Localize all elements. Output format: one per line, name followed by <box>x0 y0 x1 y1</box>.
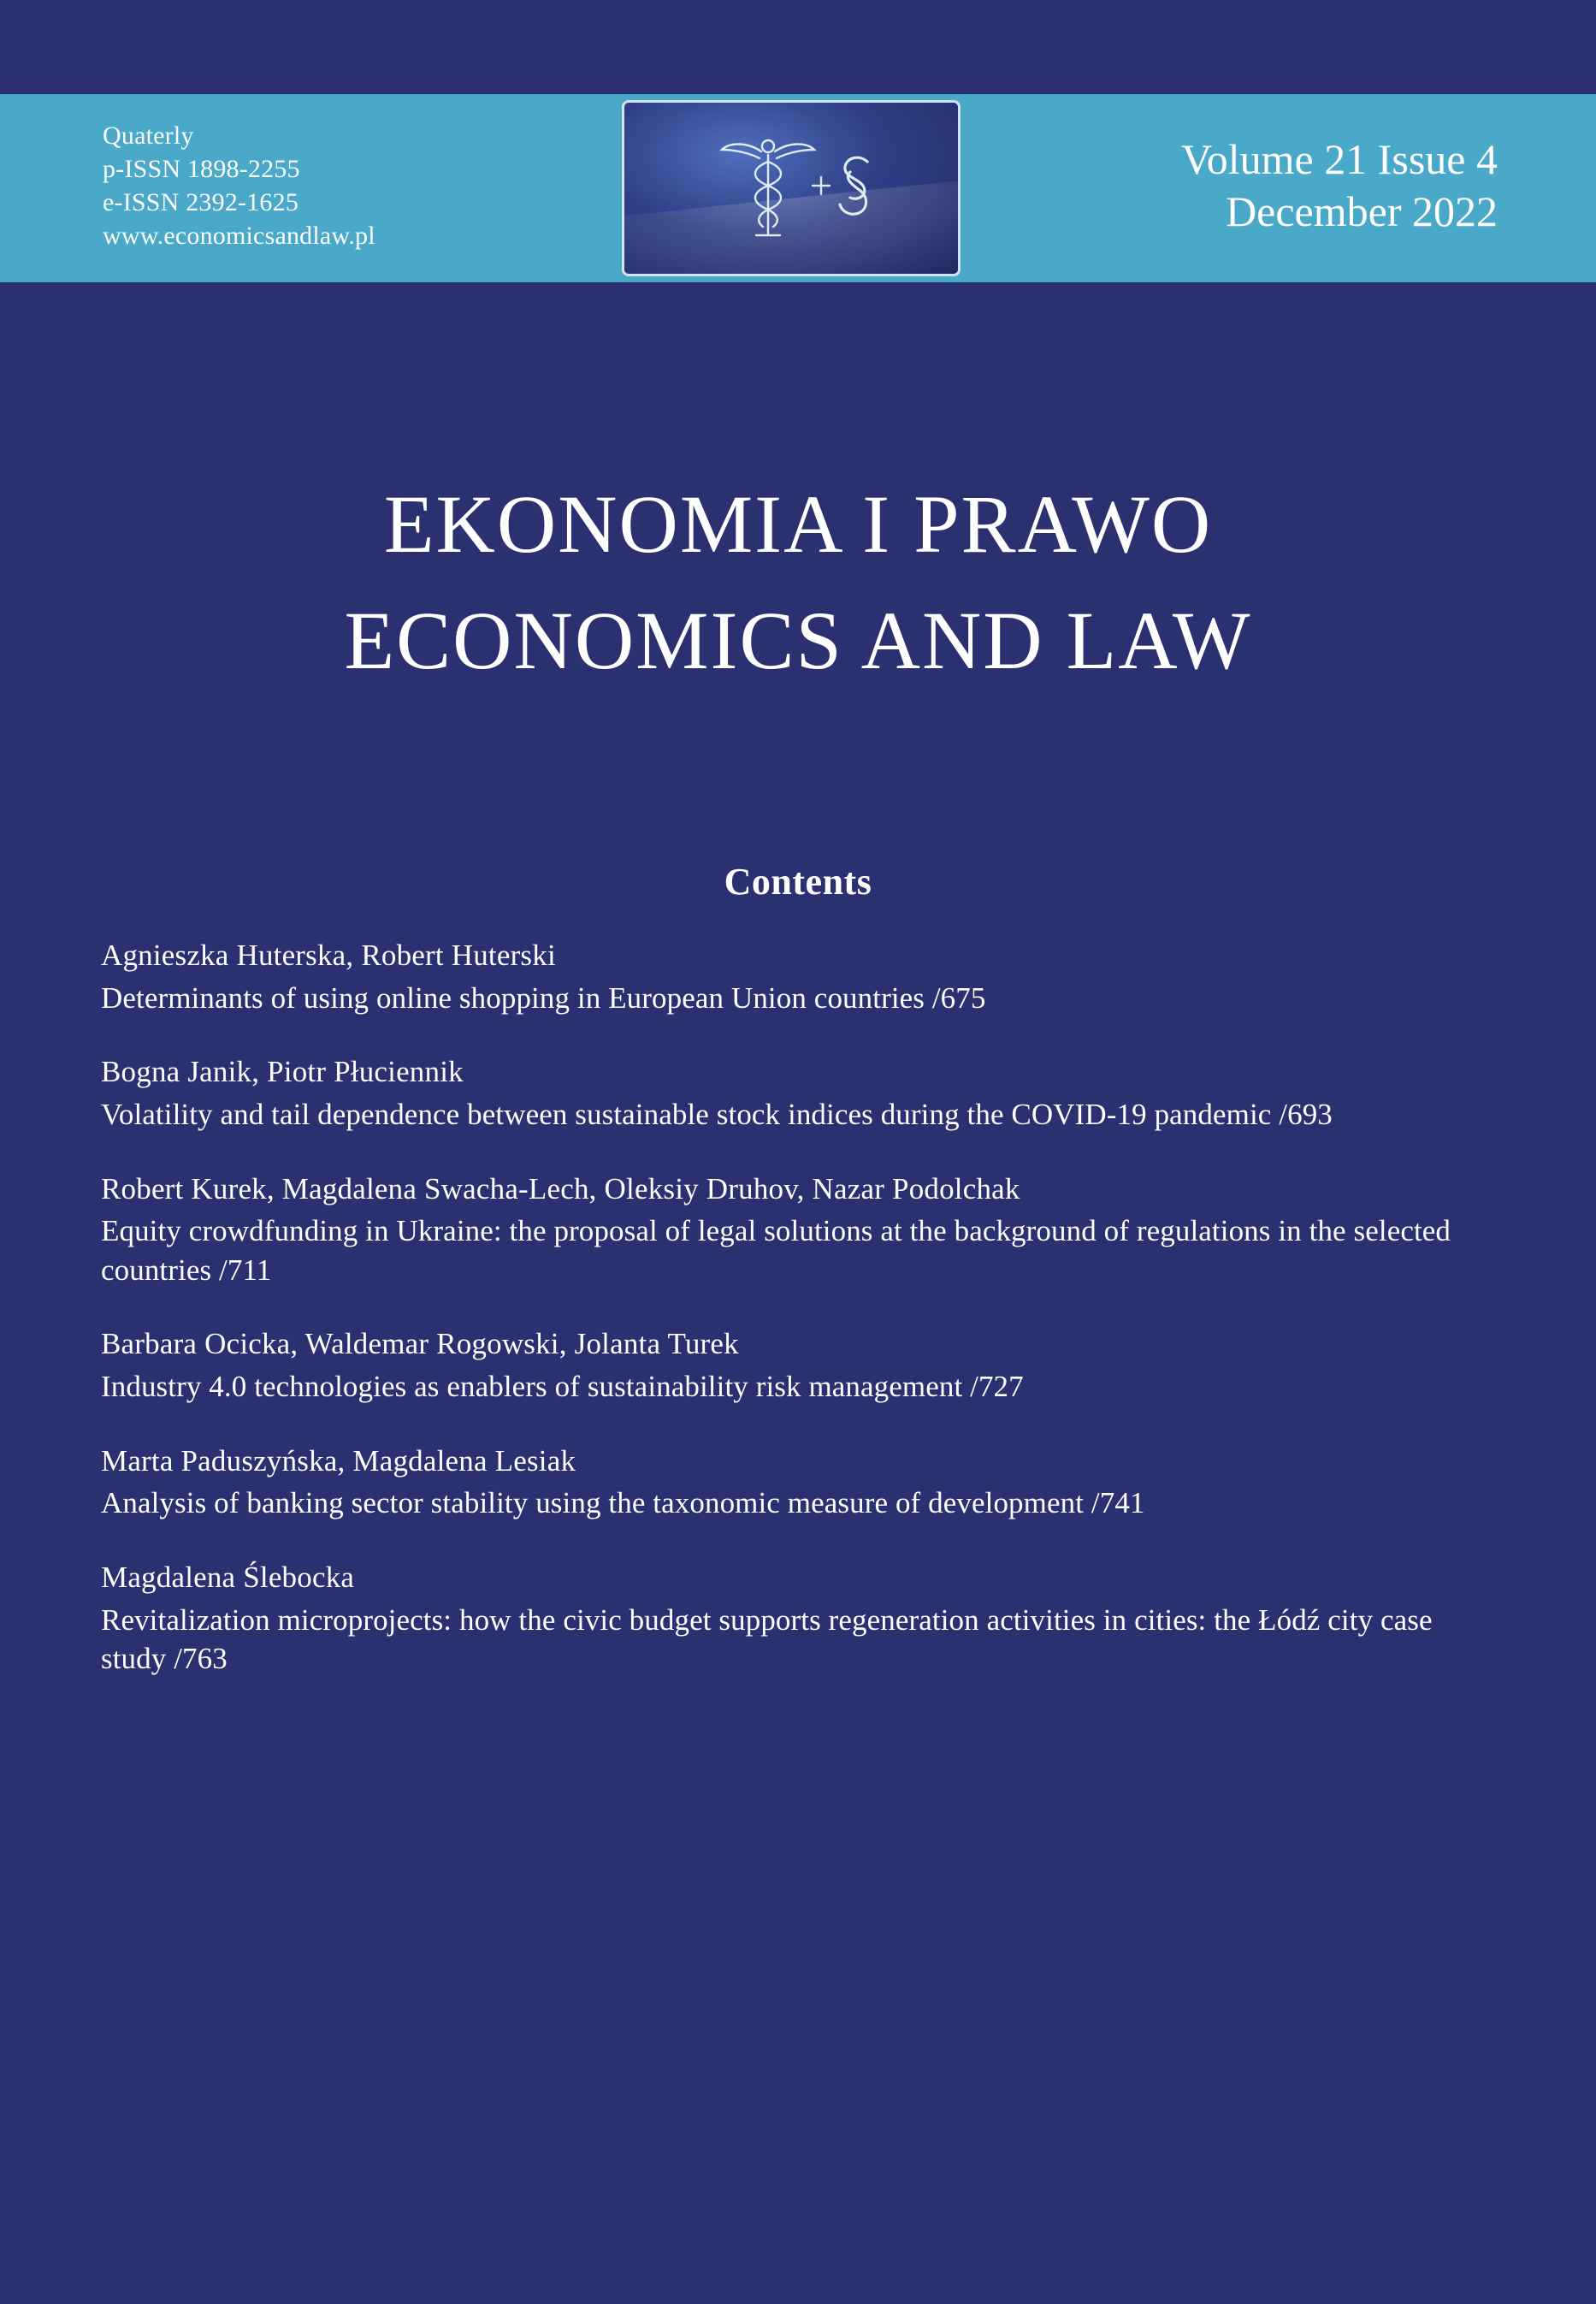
toc-entry-title: Analysis of banking sector stability using the taxonomic measure of development /741 <box>101 1486 1145 1520</box>
publication-frequency: Quaterly <box>103 121 194 150</box>
toc-entry-authors: Barbara Ocicka, Waldemar Rogowski, Jolanta Turek <box>101 1327 739 1361</box>
volume-issue-label: Volume 21 Issue 4 <box>1181 135 1498 183</box>
toc-entry-authors: Bogna Janik, Piotr Płuciennik <box>101 1055 464 1089</box>
journal-identifiers <box>51 119 375 258</box>
toc-entry-authors: Agnieszka Huterska, Robert Huterski <box>101 939 556 972</box>
toc-entry-title: Volatility and tail dependence between sustainable stock indices during the COVID-19 pandemic /693 <box>101 1098 1333 1132</box>
toc-entry-authors: Marta Paduszyńska, Magdalena Lesiak <box>101 1443 576 1478</box>
journal-logo <box>622 100 961 276</box>
toc-entry <box>101 1442 1546 1523</box>
toc-entry <box>101 937 1546 1017</box>
toc-entry-title: Determinants of using online shopping in European Union countries /675 <box>101 980 986 1015</box>
toc-entry-authors: Robert Kurek, Magdalena Swacha-Lech, Oleksiy Druhov, Nazar Podolchak <box>101 1171 1020 1205</box>
journal-title-block <box>0 466 1596 700</box>
toc-entry <box>101 1053 1546 1134</box>
masthead-band <box>0 94 1596 282</box>
journal-website-url: www.economicsandlaw.pl <box>103 222 375 250</box>
print-issn: p-ISSN 1898-2255 <box>103 155 300 183</box>
toc-entry-title: Revitalization microprojects: how the civic budget supports regeneration activities in cities: the Łódź city case study /763 <box>101 1602 1433 1676</box>
toc-entry <box>101 1559 1546 1679</box>
toc-entry-title: Equity crowdfunding in Ukraine: the proposal of legal solutions at the background of regulations in the selected countries /711 <box>101 1214 1451 1287</box>
electronic-issn: e-ISSN 2392-1625 <box>103 188 299 216</box>
toc-entry-title: Industry 4.0 technologies as enablers of sustainability risk management /727 <box>101 1370 1024 1404</box>
issue-date-label: December 2022 <box>1226 187 1498 235</box>
issue-information <box>1181 133 1545 243</box>
contents-heading: Contents <box>724 861 872 903</box>
toc-entry <box>101 1170 1546 1290</box>
table-of-contents <box>101 937 1546 1715</box>
toc-entry <box>101 1325 1546 1406</box>
toc-entry-authors: Magdalena Ślebocka <box>101 1560 355 1594</box>
journal-title-english: ECONOMICS AND LAW <box>344 595 1252 687</box>
caduceus-section-sign-icon <box>684 124 898 252</box>
journal-title-polish: EKONOMIA I PRAWO <box>383 478 1213 570</box>
